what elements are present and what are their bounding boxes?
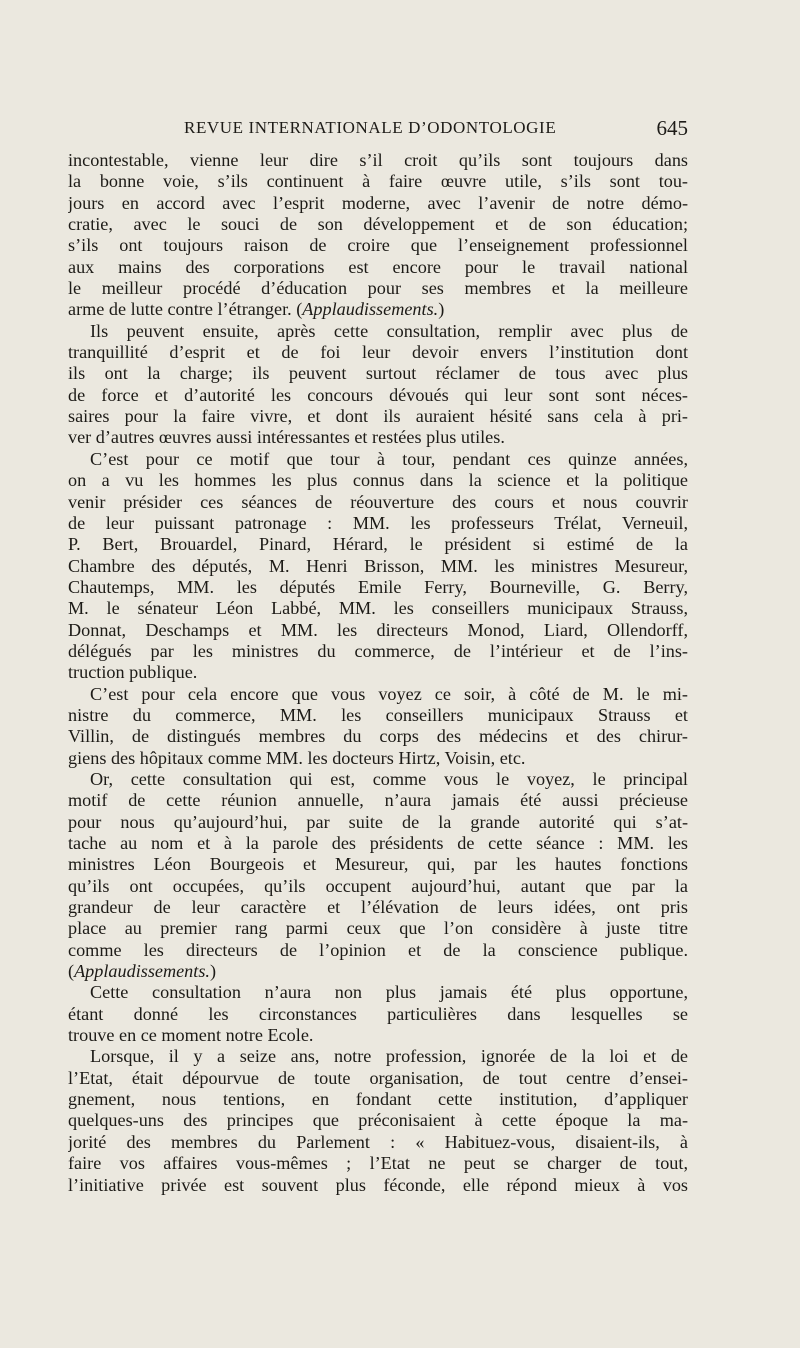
line-text: cratie, avec le souci de son développement et de son éducation; [68,214,688,235]
line-text: pour nous qu’aujourd’hui, par suite de la grande autorité qui s’at- [68,811,688,832]
line-text: l’initiative privée est souvent plus féconde, elle répond mieux à vos [68,1174,688,1195]
body-text [68,150,688,1196]
line-text: jorité des membres du Parlement : « Habituez-vous, disaient-ils, à [68,1131,688,1152]
text-line [68,854,688,875]
text-line [68,363,688,384]
line-tail-text: ) [209,961,217,982]
line-text: ver d’autres œuvres aussi intéressantes et restées plus utiles. [68,427,505,448]
line-text: Ils peuvent ensuite, après cette consultation, remplir avec plus de [90,320,688,341]
text-line [68,940,688,961]
text-line [68,1110,688,1131]
line-text: tranquillité d’esprit et de foi leur devoir envers l’institution dont [68,342,688,363]
text-line [68,193,688,214]
line-italic-text: Applaudissements. [74,961,210,982]
line-text: P. Bert, Brouardel, Pinard, Hérard, le président si estimé de la [68,534,688,555]
page-number: 645 [656,116,688,140]
text-line [68,1004,688,1025]
line-text: de leur puissant patronage : MM. les professeurs Trélat, Verneuil, [68,512,688,533]
line-text: Or, cette consultation qui est, comme vous le voyez, le principal [90,768,688,789]
line-text: ils ont la charge; ils peuvent surtout réclamer de tous avec plus [68,363,688,384]
text-line [68,620,688,641]
text-line [68,492,688,513]
line-text: comme les directeurs de l’opinion et de la conscience publique. [68,939,688,960]
text-line [68,406,688,427]
text-line [68,235,688,256]
text-line [68,684,688,705]
text-line [68,470,688,491]
line-text: Chambre des députés, M. Henri Brisson, MM. les ministres Mesureur, [68,555,688,576]
text-line [68,427,688,448]
line-text: arme de lutte contre l’étranger. ( [68,299,303,320]
line-text: étant donné les circonstances particulières dans lesquelles se [68,1003,688,1024]
text-line [68,1025,688,1046]
text-line [68,1068,688,1089]
text-line [68,214,688,235]
line-text: le meilleur procédé d’éducation pour ses membres et la meilleure [68,278,688,299]
line-text: grandeur de leur caractère et l’élévation de leurs idées, ont pris [68,897,688,918]
line-text: de force et d’autorité les concours dévoués qui leur sont sont néces- [68,384,688,405]
line-text: motif de cette réunion annuelle, n’aura jamais été aussi précieuse [68,790,688,811]
text-line [68,257,688,278]
text-line [68,385,688,406]
text-line [68,1089,688,1110]
text-line [68,918,688,939]
text-line [68,150,688,171]
text-line [68,897,688,918]
line-text: la bonne voie, s’ils continuent à faire œuvre utile, s’ils sont tou- [68,171,688,192]
line-text: l’Etat, était dépourvue de toute organisation, de tout centre d’ensei- [68,1067,688,1088]
text-line [68,961,688,982]
text-line [68,299,688,320]
text-line [68,726,688,747]
text-line [68,1046,688,1067]
line-text: ( [68,961,75,982]
line-italic-text: Applaudissements. [302,299,439,320]
line-text: jours en accord avec l’esprit moderne, avec l’avenir de notre démo- [68,192,688,213]
text-line [68,876,688,897]
line-text: giens des hôpitaux comme MM. les docteurs Hirtz, Voisin, etc. [68,747,526,768]
line-text: gnement, nous tentions, en fondant cette institution, d’appliquer [68,1089,688,1110]
text-line [68,556,688,577]
line-text: qu’ils ont occupées, qu’ils occupent aujourd’hui, autant que par la [68,875,688,896]
line-text: on a vu les hommes les plus connus dans la science et la politique [68,470,688,491]
text-line [68,641,688,662]
text-line [68,748,688,769]
text-line [68,705,688,726]
text-line [68,449,688,470]
line-text: nistre du commerce, MM. les conseillers municipaux Strauss et [68,704,688,725]
line-text: M. le sénateur Léon Labbé, MM. les conseillers municipaux Strauss, [68,598,688,619]
line-text: place au premier rang parmi ceux que l’on considère à juste titre [68,918,688,939]
line-text: Villin, de distingués membres du corps des médecins et des chirur- [68,726,688,747]
line-text: C’est pour ce motif que tour à tour, pendant ces quinze années, [90,448,688,469]
text-line [68,513,688,534]
line-text: quelques-uns des principes que préconisaient à cette époque la ma- [68,1110,688,1131]
text-line [68,833,688,854]
text-line [68,598,688,619]
running-head [68,118,688,144]
line-text: saires pour la faire vivre, et dont ils auraient hésité sans cela à pri- [68,406,688,427]
running-title: REVUE INTERNATIONALE D’ODONTOLOGIE [184,118,557,137]
line-text: C’est pour cela encore que vous voyez ce soir, à côté de M. le mi- [90,683,688,704]
text-line [68,982,688,1003]
text-line [68,342,688,363]
text-line [68,790,688,811]
line-text: tache au nom et à la parole des présidents de cette séance : MM. les [68,833,688,853]
line-text: trouve en ce moment notre Ecole. [68,1025,314,1046]
text-line [68,662,688,683]
text-line [68,769,688,790]
text-line [68,1132,688,1153]
line-text: délégués par les ministres du commerce, de l’intérieur et de l’ins- [68,640,688,661]
line-text: ministres Léon Bourgeois et Mesureur, qui, par les hautes fonctions [68,854,688,875]
line-text: s’ils ont toujours raison de croire que l’enseignement professionnel [68,235,688,256]
line-text: Chautemps, MM. les députés Emile Ferry, Bourneville, G. Berry, [68,576,688,597]
text-line [68,1153,688,1174]
text-line [68,1175,688,1196]
line-text: faire vos affaires vous-mêmes ; l’Etat ne peut se charger de tout, [68,1153,688,1174]
text-line [68,171,688,192]
text-line [68,321,688,342]
text-line [68,278,688,299]
line-text: Cette consultation n’aura non plus jamais été plus opportune, [90,982,688,1003]
line-text: venir présider ces séances de réouverture des cours et nous couvrir [68,491,688,512]
line-text: Lorsque, il y a seize ans, notre profession, ignorée de la loi et de [90,1046,688,1067]
text-line [68,577,688,598]
line-text: aux mains des corporations est encore pour le travail national [68,256,688,277]
line-tail-text: ) [438,299,445,320]
text-line [68,534,688,555]
line-text: truction publique. [68,662,198,683]
text-line [68,812,688,833]
line-text: incontestable, vienne leur dire s’il croit qu’ils sont toujours dans [68,150,688,170]
line-text: Donnat, Deschamps et MM. les directeurs Monod, Liard, Ollendorff, [68,619,688,640]
